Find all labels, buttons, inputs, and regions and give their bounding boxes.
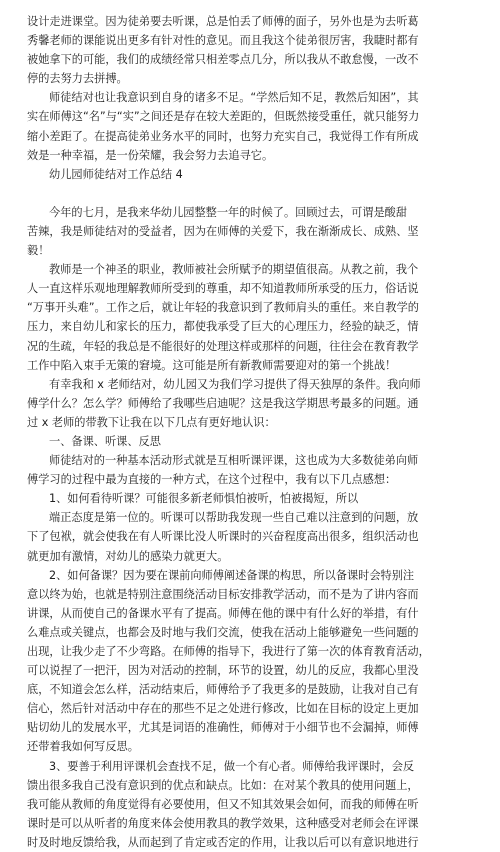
text-line: 时及时地反馈给我，从而起到了肯定或否定的作用，让我以后可以有意识地进行	[27, 835, 419, 849]
text-line: 可以说捏了一把汗，因为对活动的控制，环节的设置，幼儿的反应，我都心里没	[27, 664, 419, 678]
heading-block	[27, 432, 473, 451]
text-line: 信心，然后针对活动中存在的那些不足之处进行修改，比如在目标的设定上更加	[27, 702, 419, 716]
text-line: 就更加有激情，对幼儿的感染力就更大。	[27, 549, 229, 563]
text-line: 3、要善于利用评课机会查找不足，做一个有心者。师傅给我评课时，会反	[49, 759, 415, 773]
text-line: 傅学习的过程中最为直接的一种方式，在这个过程中，我有以下几点感想：	[27, 473, 397, 487]
section-title-block	[27, 165, 473, 184]
text-line: 教师是一个神圣的职业，教师被社会所赋予的期望值很高。从教之前，我个	[49, 263, 419, 277]
text-line: 2、如何备课？因为要在课前向师傅阐述备课的构思，所以备课时会特别注	[49, 568, 415, 582]
text-line: 缩小差距了。在提高徒弟业务水平的同时，也努力充实自己，我觉得工作有所成	[27, 129, 419, 143]
list-item	[27, 489, 473, 508]
list-item	[27, 566, 473, 757]
text-line: 还带着我如何写反思。	[27, 740, 139, 754]
text-line: “万事开头难”。工作之后，就让年轻的我意识到了教师肩头的重任。来自教学的	[27, 301, 419, 315]
text-line: 端正态度是第一位的。听课可以帮助我发现一些自己难以注意到的问题，放	[49, 511, 419, 525]
text-line: 人一直这样乐观地理解教师所受到的尊重，却不知道教师所承受的压力，俗话说	[27, 282, 419, 296]
text-line: 秀馨老师的课能说出更多有针对性的意见。而且我这个徒弟很厉害，我睫时都有	[27, 34, 419, 48]
text-line: 馈出很多我自己没有意识到的优点和缺点。比如：在对某个教具的使用问题上，	[27, 778, 419, 792]
text-line: 压力，来自幼儿和家长的压力，都使我承受了巨大的心理压力，经验的缺乏，情	[27, 320, 419, 334]
paragraph	[27, 375, 473, 432]
heading: 一、备课、听课、反思	[49, 434, 161, 448]
paragraph	[27, 508, 473, 565]
paragraph	[27, 451, 473, 489]
text-line: 工作中陷入束手无策的窘境。这可能是所有新教师需要迎对的第一个挑战！	[27, 358, 397, 372]
text-line: 贴切幼儿的发展水平，尤其是词语的准确性，师傅对于小细节也不会漏掉，师傅	[27, 721, 419, 735]
text-line: 1、如何看待听课？可能很多新老师惧怕被听，怕被揭短，所以	[49, 492, 359, 506]
text-line: 底，不知道会怎么样，活动结束后，师傅给予了我更多的是鼓励，让我对自己有	[27, 683, 419, 697]
text-line: 苦辣，我是师徒结对的受益者，因为在师傅的关爱下，我在渐渐成长、成熟、坚	[27, 224, 419, 238]
text-line: 讲课，从而使自己的备课水平有了提高。师傅在他的课中有什么好的举措，有什	[27, 606, 419, 620]
intro-paragraph	[27, 12, 473, 88]
text-line: 有幸我和 x 老师结对，幼儿园又为我们学习提供了得天独厚的条件。我向师	[49, 377, 421, 391]
text-line: 下了包袱，就会使我在有人听课比没人听课时的兴奋程度高出很多，组织活动也	[27, 530, 419, 544]
text-line: 设计走进课堂。因为徒弟要去听课，总是怕丢了师傅的面子，另外也是为去听葛	[27, 15, 419, 28]
section-title: 幼儿园师徒结对工作总结 4	[49, 167, 183, 181]
text-line: 傅学什么？怎么学？师傅给了我哪些启迪呢？这是我这学期思考最多的问题。通	[27, 396, 419, 410]
text-line: 我可能从教师的角度觉得有必要使用，但又不知其效果会如何，而我的师傅在听	[27, 797, 419, 811]
text-line: 课时是可以从听者的角度来体会使用教具的教学效果，这种感受对老师会在评课	[27, 816, 419, 830]
text-line: 毅！	[27, 244, 50, 258]
reflection-paragraph	[27, 88, 473, 164]
text-line: 师徒结对的一种基本活动形式就是互相听课评课，这也成为大多数徒弟向师	[49, 454, 419, 468]
blank-line	[27, 184, 473, 203]
text-line: 况的生疏，年轻的我总是不能很好的处理这样或那样的问题，往往会在教育教学	[27, 339, 419, 353]
text-line: 意以终为始，也就是特别注意围绕活动目标安排教学活动，而不是为了讲内容而	[27, 587, 419, 601]
text-line: 效是一种幸福，是一份荣耀，我会努力去追寻它。	[27, 148, 274, 162]
text-line: 今年的七月，是我来华幼儿园整整一年的时候了。回顾过去，可谓是酸甜	[49, 205, 408, 219]
text-line: 实在师傅这“名”与“实”之间还是存在较大差距的，但既然接受重任，就只能努力	[27, 110, 420, 124]
text-line: 过 x 老师的带教下让我在以下几点有更好地认识：	[27, 415, 276, 429]
paragraph	[27, 260, 473, 375]
paragraph	[27, 203, 473, 260]
text-line: 被她拿下的可能，我们的成绩经常只相差零点几分，所以我从不敢怠慢，一改不	[27, 53, 419, 67]
text-line: 停的去努力去拼搏。	[27, 72, 128, 86]
text-line: 么难点或关键点，也都会及时地与我们交流，使我在活动上能够避免一些问题的	[27, 625, 419, 639]
text-line: 师徒结对也让我意识到自身的诸多不足。“学然后知不足，教然后知困”，其	[49, 91, 419, 105]
text-line: 出现，让我少走了不少弯路。在师傅的指导下，我进行了第一次的体育教育活动，	[27, 645, 430, 658]
list-item	[27, 757, 473, 852]
